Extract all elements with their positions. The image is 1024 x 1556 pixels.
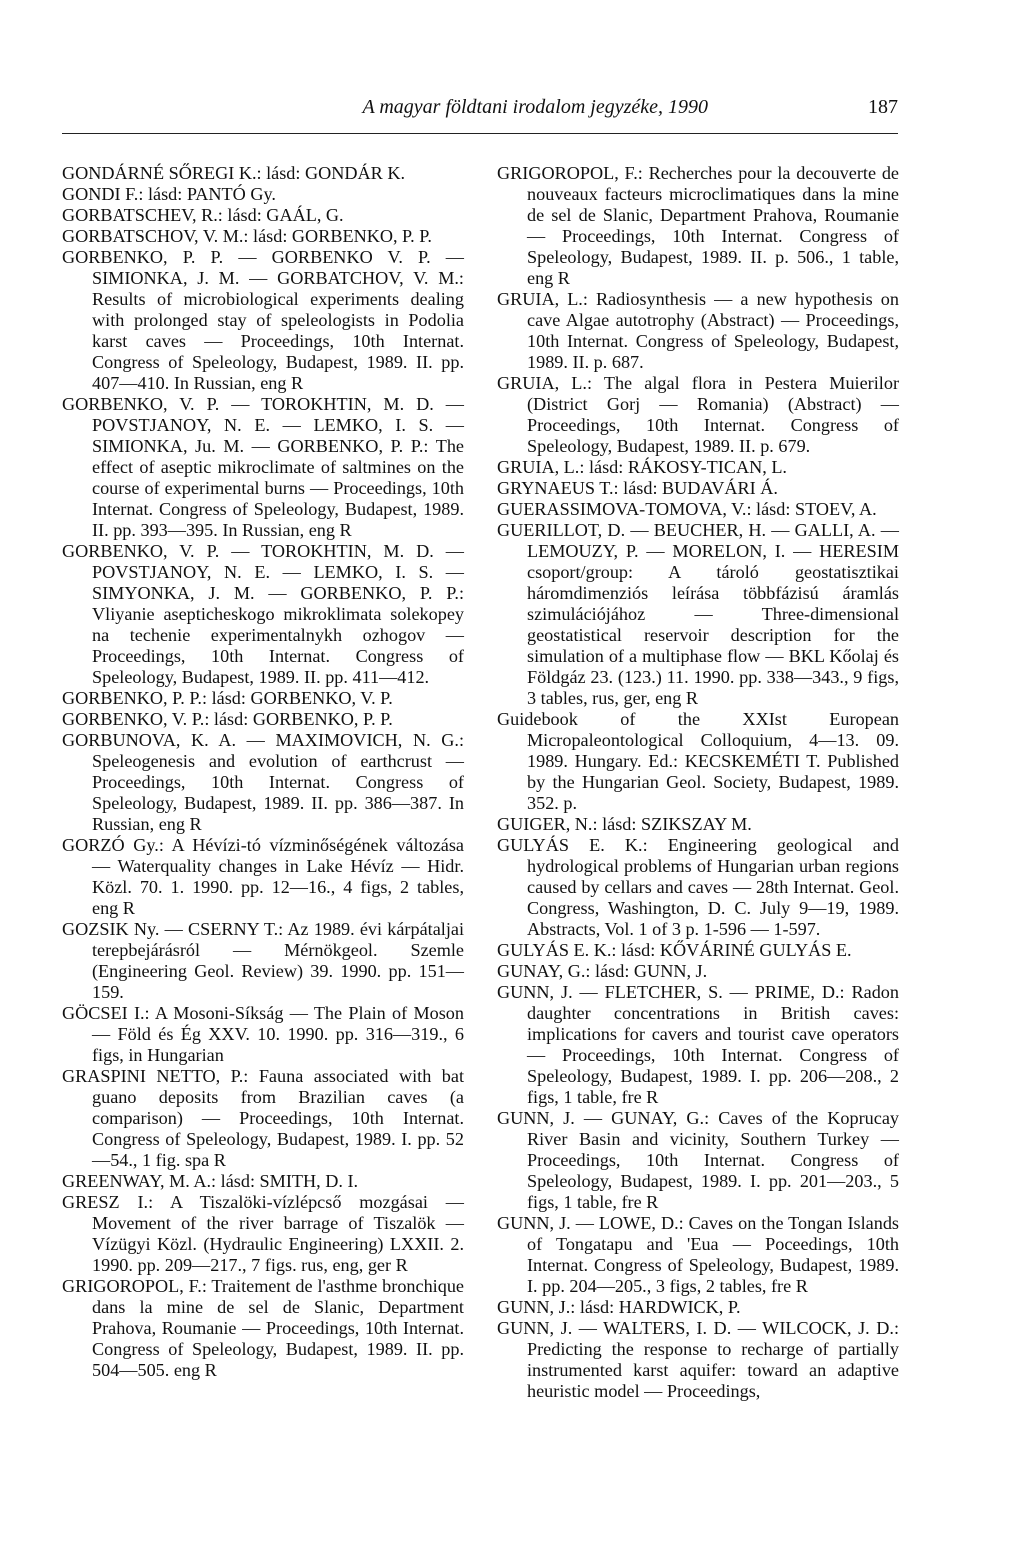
bibliography-entry: GUNN, J. — WALTERS, I. D. — WILCOCK, J. D.: Predicting the response to recharge of partially instrumented karst aquifer: toward an adaptive heuristic model — Proceedings, [497, 1318, 899, 1401]
page-number: 187 [868, 96, 898, 118]
bibliography-entry: GUERILLOT, D. — BEUCHER, H. — GALLI, A. — LEMOUZY, P. — MORELON, I. — HERESIM csoport/group: A tároló geostatisztikai háromdimenziós leírása többfázisú áramlás szimulációjához — Three-dimensional geostatistical reservoir description for the simulation of a multiphase flow — BKL Kőolaj és Földgáz 23. (123.) 11. 1990. pp. 338—343., 9 figs, 3 tables, rus, ger, eng R [497, 520, 899, 708]
bibliography-entry: GORBENKO, V. P.: lásd: GORBENKO, P. P. [62, 709, 393, 729]
bibliography-entry: Guidebook of the XXIst European Micropaleontological Colloquium, 4—13. 09. 1989. Hungary. Ed.: KECSKEMÉTI T. Published by the Hungarian Geol. Society, Budapest, 1989. 352. p. [497, 709, 899, 813]
bibliography-entry: GORBATSCHEV, R.: lásd: GAÁL, G. [62, 205, 344, 225]
running-title: A magyar földtani irodalom jegyzéke, 1990 [362, 96, 708, 118]
bibliography-entry: GORBENKO, V. P. — TOROKHTIN, M. D. — POVSTJANOY, N. E. — LEMKO, I. S. — SIMIONKA, Ju. M. — GORBENKO, P. P.: The effect of aseptic mikroclimate of saltmines on the course of experimental burns — Proceedings, 10th Internat. Congress of Speleology, Budapest, 1989. II. pp. 393—395. In Russian, eng R [62, 394, 464, 540]
bibliography-entry: GUNAY, G.: lásd: GUNN, J. [497, 961, 708, 981]
bibliography-entry: GORBATSCHOV, V. M.: lásd: GORBENKO, P. P. [62, 226, 432, 246]
bibliography-entry: GORBENKO, P. P. — GORBENKO V. P. — SIMIONKA, J. M. — GORBATCHOV, V. M.: Results of microbiological experiments dealing with prolonged stay of speleologists in Podolia karst caves — Proceedings, 10th Internat. Congress of Speleology, Budapest, 1989. II. pp. 407—410. In Russian, eng R [62, 247, 464, 393]
bibliography-entry: GOZSIK Ny. — CSERNY T.: Az 1989. évi kárpátaljai terepbejárásról — Mérnökgeol. Szemle (Engineering Geol. Review) 39. 1990. pp. 151—159. [62, 919, 464, 1002]
running-header [62, 96, 898, 126]
bibliography-entry: GUERASSIMOVA-TOMOVA, V.: lásd: STOEV, A. [497, 499, 877, 519]
header-rule [62, 133, 898, 134]
bibliography-entry: GRYNAEUS T.: lásd: BUDAVÁRI Á. [497, 478, 778, 498]
bibliography-entry: GUNN, J.: lásd: HARDWICK, P. [497, 1297, 741, 1317]
bibliography-entry: GULYÁS E. K.: Engineering geological and hydrological problems of Hungarian urban regions caused by cellars and caves — 28th Internat. Geol. Congress, Washington, D. C. July 9—19, 1989. Abstracts, Vol. 1 of 3 p. 1-596 — 1-597. [497, 835, 899, 939]
bibliography-entry: GRIGOROPOL, F.: Recherches pour la decouverte de nouveaux facteurs microclimatiques dans la mine de sel de Slanic, Department Prahova, Roumanie — Proceedings, 10th Internat. Congress of Speleology, Budapest, 1989. II. p. 506., 1 table, eng R [497, 163, 899, 288]
bibliography-entry: GÖCSEI I.: A Mosoni-Síkság — The Plain of Moson — Föld és Ég XXV. 10. 1990. pp. 316—319., 6 figs, in Hungarian [62, 1003, 464, 1065]
bibliography-entry: GORZÓ Gy.: A Hévízi-tó vízminőségének változása — Waterquality changes in Lake Hévíz — Hidr. Közl. 70. 1. 1990. pp. 12—16., 4 figs, 2 tables, eng R [62, 835, 464, 918]
right-column [497, 163, 899, 1402]
bibliography-entry: GUIGER, N.: lásd: SZIKSZAY M. [497, 814, 752, 834]
bibliography-entry: GONDI F.: lásd: PANTÓ Gy. [62, 184, 276, 204]
left-column [62, 163, 464, 1381]
bibliography-entry: GRUIA, L.: lásd: RÁKOSY-TICAN, L. [497, 457, 787, 477]
bibliography-entry: GRESZ I.: A Tiszalöki-vízlépcső mozgásai — Movement of the river barrage of Tiszalök — Vízügyi Közl. (Hydraulic Engineering) LXXII. 2. 1990. pp. 209—217., 7 figs. rus, eng, ger R [62, 1192, 464, 1275]
bibliography-entry: GONDÁRNÉ SŐREGI K.: lásd: GONDÁR K. [62, 163, 406, 183]
bibliography-entry: GRIGOROPOL, F.: Traitement de l'asthme bronchique dans la mine de sel de Slanic, Department Prahova, Roumanie — Proceedings, 10th Internat. Congress of Speleology, Budapest, 1989. II. pp. 504—505. eng R [62, 1276, 464, 1380]
bibliography-entry: GORBENKO, P. P.: lásd: GORBENKO, V. P. [62, 688, 393, 708]
bibliography-entry: GRUIA, L.: Radiosynthesis — a new hypothesis on cave Algae autotrophy (Abstract) — Proceedings, 10th Internat. Congress of Speleology, Budapest, 1989. II. p. 687. [497, 289, 899, 372]
bibliography-entry: GUNN, J. — LOWE, D.: Caves on the Tongan Islands of Tongatapu and 'Eua — Poceedings, 10th Internat. Congress of Speleology, Budapest, 1989. I. pp. 204—205., 3 figs, 2 tables, fre R [497, 1213, 899, 1296]
bibliography-entry: GRUIA, L.: The algal flora in Pestera Muierilor (District Gorj — Romania) (Abstract) — Proceedings, 10th Internat. Congress of Speleology, Budapest, 1989. II. p. 679. [497, 373, 899, 456]
bibliography-entry: GUNN, J. — GUNAY, G.: Caves of the Koprucay River Basin and vicinity, Southern Turkey — Proceedings, 10th Internat. Congress of Speleology, Budapest, 1989. I. pp. 201—203., 5 figs, 1 table, fre R [497, 1108, 899, 1212]
bibliography-entry: GORBENKO, V. P. — TOROKHTIN, M. D. — POVSTJANOY, N. E. — LEMKO, I. S. — SIMYONKA, J. M. — GORBENKO, P. P.: Vliyanie asepticheskogo mikroklimata solekopey na techenie experimentalnykh ozhogov — Proceedings, 10th Internat. Congress of Speleology, Budapest, 1989. II. pp. 411—412. [62, 541, 464, 687]
bibliography-entry: GORBUNOVA, K. A. — MAXIMOVICH, N. G.: Speleogenesis and evolution of earthcrust — Proceedings, 10th Internat. Congress of Speleology, Budapest, 1989. II. pp. 386—387. In Russian, eng R [62, 730, 464, 834]
bibliography-entry: GULYÁS E. K.: lásd: KŐVÁRINÉ GULYÁS E. [497, 940, 852, 960]
bibliography-entry: GRASPINI NETTO, P.: Fauna associated with bat guano deposits from Brazilian caves (a comparison) — Proceedings, 10th Internat. Congress of Speleology, Budapest, 1989. I. pp. 52—54., 1 fig. spa R [62, 1066, 464, 1170]
bibliography-entry: GUNN, J. — FLETCHER, S. — PRIME, D.: Radon daughter concentrations in British caves: implications for cavers and tourist cave operators — Proceedings, 10th Internat. Congress of Speleology, Budapest, 1989. I. pp. 206—208., 2 figs, 1 table, fre R [497, 982, 899, 1107]
bibliography-entry: GREENWAY, M. A.: lásd: SMITH, D. I. [62, 1171, 359, 1191]
